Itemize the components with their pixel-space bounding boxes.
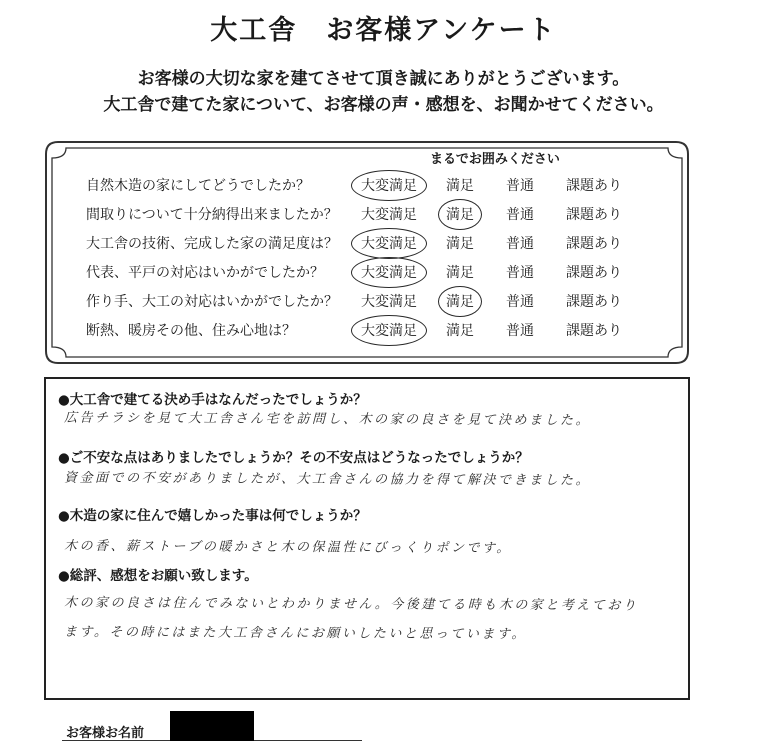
answer-overall-review-line-2: ます。その時にはまた大工舎さんにお願いしたいと思っています。 [63,624,527,643]
customer-name-label: お客様お名前 [66,726,145,741]
rating-option[interactable]: 満足 [446,178,474,194]
rating-option[interactable]: 普通 [506,207,534,223]
question-happy-points: ●木造の家に住んで嬉しかった事は何でしょうか？ [58,508,367,524]
rating-option[interactable]: 普通 [506,294,534,310]
question-deciding-factor: ●大工舎で建てる決め手はなんだったでしょうか？ [58,392,367,408]
rating-option[interactable]: 普通 [506,236,534,252]
rating-row [0,262,767,288]
rating-option[interactable]: 大変満足 [354,175,424,195]
rating-option[interactable]: 満足 [432,204,488,224]
answer-concerns: 資金面での不安がありましたが、大工舎さんの協力を得て解決できました。 [63,470,592,489]
rating-question: 大工舎の技術、完成した家の満足度は？ [86,236,338,252]
rating-question: 間取りについて十分納得出来ましたか？ [86,207,338,223]
intro-line-1: お客様の大切な家を建てさせて頂き誠にありがとうございます。 [137,69,630,89]
question-concerns: ●ご不安な点はありましたでしょうか？その不安点はどうなったでしょうか？ [58,450,529,466]
rating-question: 自然木造の家にしてどうでしたか？ [86,178,310,194]
question-overall-review: ●総評、感想をお願い致します。 [58,568,258,584]
rating-option[interactable]: 大変満足 [361,207,417,223]
answer-deciding-factor: 広告チラシを見て大工舎さん宅を訪問し、木の家の良さを見て決めました。 [63,410,592,429]
rating-question: 代表、平戸の対応はいかがでしたか？ [86,265,324,281]
rating-instruction: まるでお囲みください [430,152,560,167]
rating-option[interactable]: 大変満足 [361,294,417,310]
rating-question: 作り手、大工の対応はいかがでしたか？ [86,294,338,310]
redacted-name [170,711,254,741]
rating-row [0,291,767,317]
rating-question: 断熱、暖房その他、住み心地は？ [86,323,296,339]
rating-option[interactable]: 課題あり [566,207,622,223]
rating-row [0,175,767,201]
rating-option[interactable]: 満足 [446,323,474,339]
rating-row [0,320,767,346]
rating-option[interactable]: 普通 [506,178,534,194]
rating-option[interactable]: 大変満足 [354,233,424,253]
rating-option[interactable]: 大変満足 [354,320,424,340]
rating-option[interactable]: 課題あり [566,323,622,339]
rating-option[interactable]: 課題あり [566,178,622,194]
rating-option[interactable]: 大変満足 [354,262,424,282]
page-title: 大工舎 お客様アンケート [210,15,557,46]
rating-option[interactable]: 普通 [506,265,534,281]
rating-option[interactable]: 普通 [506,323,534,339]
rating-option[interactable]: 課題あり [566,294,622,310]
rating-option[interactable]: 課題あり [566,265,622,281]
rating-option[interactable]: 満足 [446,236,474,252]
rating-row [0,233,767,259]
rating-option[interactable]: 課題あり [566,236,622,252]
answer-overall-review-line-1: 木の家の良さは住んでみないとわかりません。今後建てる時も木の家と考えており [63,595,639,614]
answer-happy-points: 木の香、薪ストーブの暖かさと木の保温性にびっくりポンです。 [63,538,512,557]
rating-option[interactable]: 満足 [446,265,474,281]
intro-line-2: 大工舎で建てた家について、お客様の声・感想を、お聞かせてください。 [103,95,664,115]
rating-row [0,204,767,230]
rating-option[interactable]: 満足 [432,291,488,311]
